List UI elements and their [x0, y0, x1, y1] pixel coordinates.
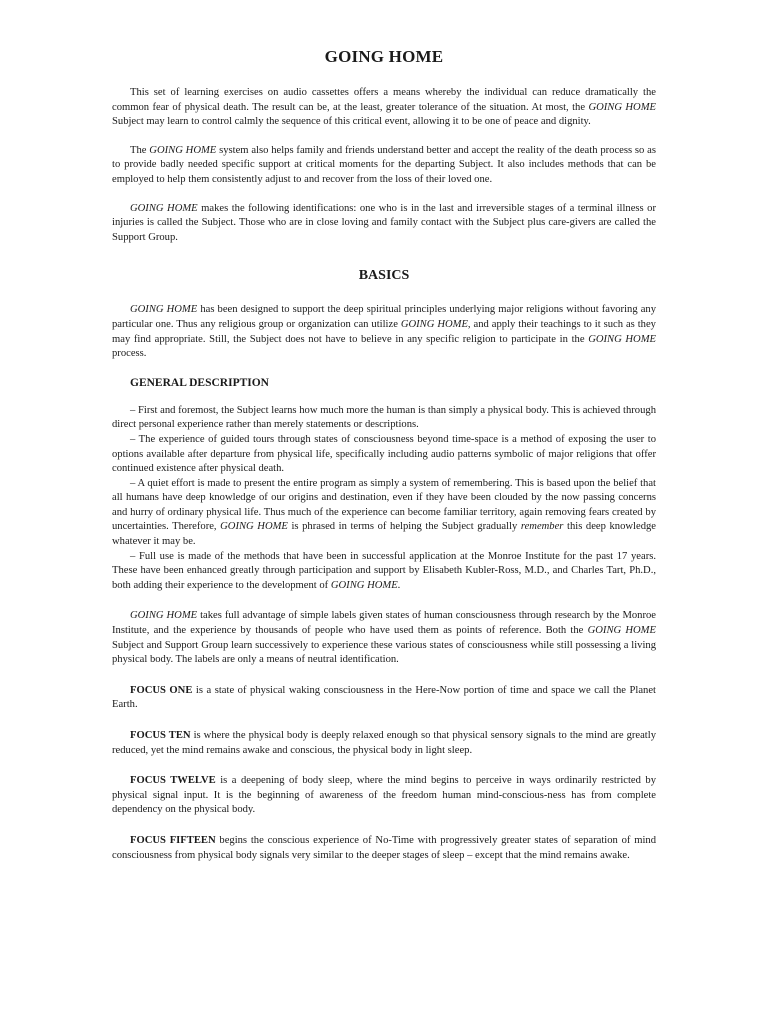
intro-paragraph-2: The GOING HOME system also helps family and friends understand better and accept the reality of the death process so as to provide badly needed specific support at critical moments for the departing Subject. It also includes methods that can be employed to help them consistently adjust to and recover from the loss of their loved one. [112, 144, 656, 185]
list-item: – First and foremost, the Subject learns how much more the human is than simply a physical body. This is achieved through direct personal experience rather than merely statements or descriptions. [112, 404, 656, 431]
general-description-list [112, 404, 656, 594]
focus-one-paragraph: FOCUS ONE is a state of physical waking consciousness in the Here-Now portion of time and space we call the Planet Earth. [112, 684, 656, 711]
list-item: – Full use is made of the methods that have been in successful application at the Monroe Institute for the past 17 years. These have been enhanced greatly through participation and support by Elisabeth Kubler-Ross, M.D., and Charles Tart, Ph.D., both adding their experience to the development of GOING HOME. [112, 550, 656, 591]
intro-paragraph-1: This set of learning exercises on audio cassettes offers a means whereby the individual can reduce dramatically the common fear of physical death. The result can be, at the least, greater tolerance of the situation. At most, the GOING HOME Subject may learn to control calmly the sequence of this critical event, allowing it to be one of peace and dignity. [112, 87, 656, 128]
intro-paragraph-3: GOING HOME makes the following identifications: one who is in the last and irreversible stages of a terminal illness or injuries is called the Subject. Those who are in close loving and family contact with the Subject plus care-givers are called the Support Group. [112, 202, 656, 243]
focus-ten-paragraph: FOCUS TEN is where the physical body is deeply relaxed enough so that physical sensory signals to the mind are greatly reduced, yet the mind remains awake and conscious, the physical body in light sleep. [112, 730, 656, 756]
list-item: – A quiet effort is made to present the entire program as simply a system of remembering. This is based upon the belief that all humans have deep knowledge of our origins and destination, even if they have been clouded by the now passing concerns and hurry of ordinary physical life. Thus much of the experience can become familiar territory, again removing fears created by uncertainties. Therefore, GOING HOME is phrased in terms of helping the Subject gradually remember this deep knowledge whatever it may be. [112, 477, 656, 548]
focus-label: FOCUS FIFTEEN [130, 834, 216, 846]
basics-paragraph: GOING HOME has been designed to support the deep spiritual principles underlying major religions without favoring any particular one. Thus any religious group or organization can utilize GOING HOME, and apply their teachings to it such as they may find appropriate. Still, the Subject does not have to believe in any specific religion to participate in the GOING HOME process. [112, 304, 656, 360]
section-heading-basics: BASICS [358, 268, 410, 284]
focus-label: FOCUS TWELVE [130, 775, 216, 787]
section-heading-general-description: GENERAL DESCRIPTION [130, 376, 269, 389]
focus-twelve-paragraph: FOCUS TWELVE is a deepening of body sleep, where the mind begins to perceive in ways ordinarily restricted by physical signal input. It is the beginning of awareness of the freedom human mind-conscious-ness has from complete dependency on the physical body. [112, 775, 656, 816]
page-title: GOING HOME [324, 47, 444, 66]
focus-label: FOCUS ONE [130, 684, 193, 696]
labels-paragraph: GOING HOME takes full advantage of simple labels given states of human consciousness through research by the Monroe Institute, and the experience by thousands of people who have used them as points of reference. Both the GOING HOME Subject and Support Group learn successively to experience these various states of consciousness while still possessing a living physical body. The labels are only a means of neutral identification. [112, 610, 656, 666]
focus-fifteen-paragraph: FOCUS FIFTEEN begins the conscious experience of No-Time with progressively greater states of separation of mind consciousness from physical body signals very similar to the deeper stages of sleep – except that the mind remains awake. [112, 834, 656, 861]
list-item: – The experience of guided tours through states of consciousness beyond time-space is a method of exposing the user to options available after departure from physical life, specifically including audio patterns symbolic of major religions that offer continued existence after physical death. [112, 433, 656, 475]
focus-label: FOCUS TEN [130, 730, 191, 741]
